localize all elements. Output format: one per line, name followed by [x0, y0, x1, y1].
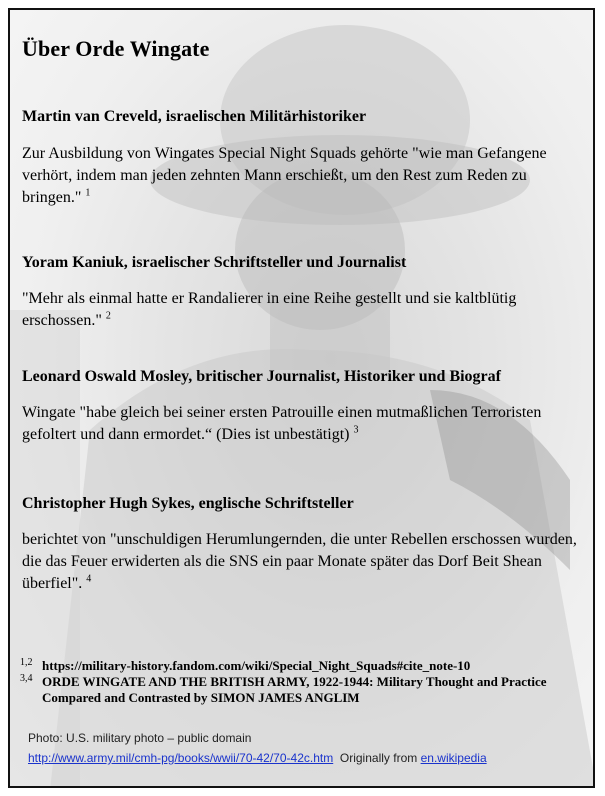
reference-item [20, 674, 585, 706]
footnote-marker: 1 [85, 187, 91, 199]
reference-text: https://military-history.fandom.com/wiki/Special_Night_Squads#cite_note-10 [42, 658, 471, 673]
section-heading: Martin van Creveld, israelischen Militärhistoriker [22, 108, 367, 125]
footnote-marker: 3 [353, 424, 359, 436]
section-heading: Yoram Kaniuk, israelischer Schriftsteller und Journalist [22, 254, 407, 271]
credit-line: Photo: U.S. military photo – public domain [28, 731, 252, 745]
footnote-marker: 4 [86, 573, 92, 585]
quote-text: Zur Ausbildung von Wingates Special Night Squads gehörte "wie man Gefangene verhört, indem man jeden zehnten Mann erschießt, um den Rest zum Reden zu bringen." [22, 145, 547, 206]
section-quote [22, 288, 582, 332]
credit-origin-text: Originally from [339, 751, 418, 765]
reference-item [20, 658, 585, 674]
document-frame [8, 8, 595, 788]
reference-number: 3,4 [20, 673, 33, 684]
army-source-link[interactable]: http://www.army.mil/cmh-pg/books/wwii/70-42/70-42c.htm [28, 751, 334, 765]
references-list [20, 658, 585, 706]
wikipedia-link[interactable]: en.wikipedia [420, 751, 487, 765]
section-quote [22, 529, 582, 595]
footnote-marker: 2 [105, 310, 111, 322]
page-title: Über Orde Wingate [22, 36, 210, 61]
quote-text: Wingate "habe gleich bei seiner ersten Patrouille einen mutmaßlichen Terroristen gefoltert und dann ermordet.“ (Dies ist unbestätigt) [22, 404, 542, 443]
credit-source-line [28, 748, 487, 768]
section-heading: Christopher Hugh Sykes, englische Schriftsteller [22, 495, 354, 512]
section-heading: Leonard Oswald Mosley, britischer Journalist, Historiker und Biograf [22, 368, 501, 385]
section-quote [22, 402, 582, 446]
quote-text: berichtet von "unschuldigen Herumlungernden, die unter Rebellen erschossen wurden, die das Feuer erwiderten als die SNS ein paar Monate später das Dorf Beit Shean überfiel". [22, 531, 577, 592]
section-quote [22, 143, 582, 209]
quote-text: "Mehr als einmal hatte er Randalierer in eine Reihe gestellt und sie kaltblütig erschossen." [22, 290, 517, 329]
photo-credit [28, 728, 487, 768]
reference-text: ORDE WINGATE AND THE BRITISH ARMY, 1922-1944: Military Thought and Practice Compared and Contrasted by SIMON JAMES ANGLIM [42, 674, 547, 705]
reference-number: 1,2 [20, 657, 33, 668]
